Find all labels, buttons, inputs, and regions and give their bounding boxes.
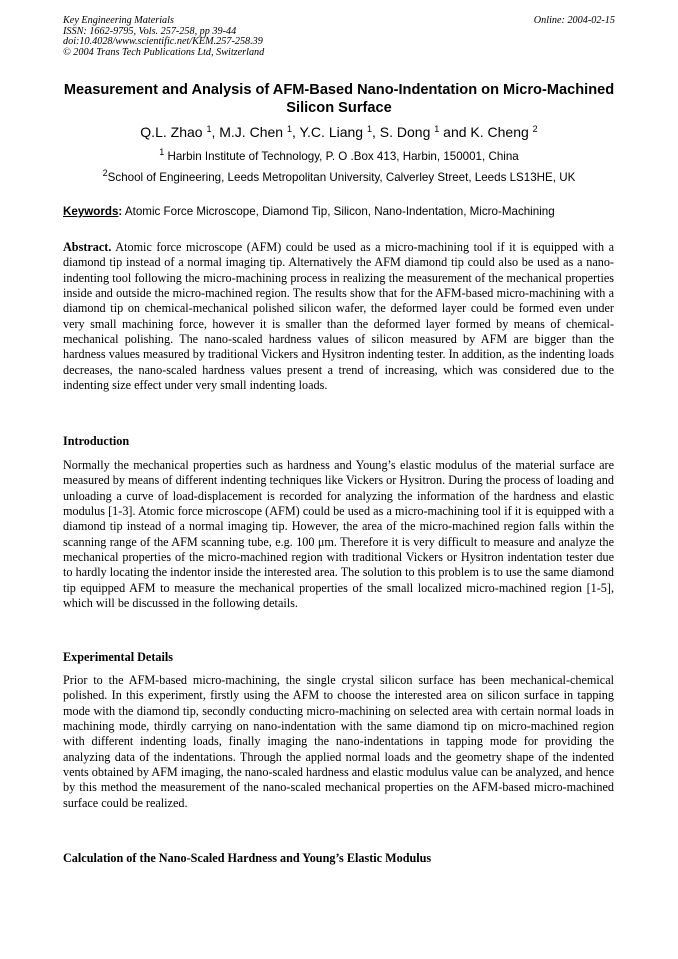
affiliation-number: 2 [102,168,108,178]
abstract-paragraph [63,240,614,393]
author [470,124,537,140]
issn-line: ISSN: 1662-9795, Vols. 257-258, pp 39-44 [63,25,237,37]
experimental-heading: Experimental Details [63,650,174,664]
keywords-colon: : [118,205,123,218]
keywords-text: Atomic Force Microscope, Diamond Tip, Silicon, Nano-Indentation, Micro-Machining [124,205,555,218]
affiliation-number: 1 [159,147,165,157]
keywords-line [63,205,623,219]
author-separator: , [371,124,380,140]
paper-title: Measurement and Analysis of AFM-Based Nano-Indentation on Micro-Machined Silicon Surface [63,82,615,116]
author [380,124,471,140]
introduction-paragraph: Normally the mechanical properties such as hardness and Young’s elastic modulus of the material surface are measured by means of different indenting techniques like Vickers or Hysitron. During the process of loading and unloading a curve of load-displacement is recorded for analyzing the information of the hardness and elastic modulus [1-3]. Atomic force microscope (AFM) could be used as a micro-machining tool if it is equipped with a diamond tip instead of a normal imaging tip. However, the area of the micro-machined region falls within the scanning range of the AFM scanning tube, e.g. 100 μm. Therefore it is very difficult to measure and analyze the mechanical properties of the micro-machined region with traditional Vickers or Hysitron indentation tester due to hardly locating the indentor inside the interested area. The solution to this problem is to use the same diamond tip equipped AFM to measure the mechanical properties of the small localized micro-machined region [1-5], which will be discussed in the following details. [63,458,614,611]
author-separator: , [291,124,300,140]
author [219,124,299,140]
author-affiliation-mark: 1 [206,124,212,134]
online-date: Online: 2004-02-15 [533,15,615,26]
keywords-label: Keywords [63,205,119,218]
author-affiliation-mark: 1 [286,124,292,134]
abstract-label: Abstract. [63,240,112,254]
author-affiliation-mark: 1 [366,124,372,134]
author-name: K. Cheng [470,124,529,140]
author-separator: and [439,124,471,140]
introduction-heading: Introduction [63,434,130,448]
affiliation-2 [63,168,615,185]
calculation-heading: Calculation of the Nano-Scaled Hardness and Young’s Elastic Modulus [63,851,432,865]
journal-name: Key Engineering Materials [63,15,174,26]
affiliation-text: School of Engineering, Leeds Metropolitan University, Calverley Street, Leeds LS13HE, UK [107,171,576,184]
author [300,124,380,140]
author-name: M.J. Chen [219,124,284,140]
author [140,124,219,140]
affiliation-1 [63,147,615,164]
copyright-line: © 2004 Trans Tech Publications Ltd, Switzerland [63,46,265,58]
journal-header [63,16,615,58]
author-name: S. Dong [379,124,431,140]
abstract-text: Atomic force microscope (AFM) could be used as a micro-machining tool if it is equipped with a diamond tip instead of a normal imaging tip. Alternatively the AFM diamond tip could also be used as a nano-indenting tool following the micro-machining process in realizing the measurement of the mechanical properties inside and outside the micro-machined region. The results show that for the AFM-based micro-machining with a diamond tip on chemical-mechanical polished silicon wafer, the deformed layer could be formed even under very small machining force, however it is smaller than the deformed layer formed by means of chemical-mechanical polishing. The nano-scaled hardness values of silicon measured by AFM are bigger than the hardness values measured by traditional Vickers and Hysitron indenting tester. In addition, as the indenting loads decreases, the nano-scaled hardness values present a trend of increasing, which was considered due to the indenting size effect under very small indenting loads. [63,240,615,393]
author-name: Y.C. Liang [299,124,364,140]
author-separator: , [211,124,220,140]
author-name: Q.L. Zhao [140,124,203,140]
affiliation-text: Harbin Institute of Technology, P. O .Box 413, Harbin, 150001, China [167,150,519,163]
doi-line: doi:10.4028/www.scientific.net/KEM.257-258.39 [63,36,263,48]
author-affiliation-mark: 1 [434,124,440,134]
author-list [63,124,615,141]
experimental-paragraph: Prior to the AFM-based micro-machining, the single crystal silicon surface has been mechanical-chemical polished. In this experiment, firstly using the AFM to choose the interested area on silicon surface in tapping mode with the diamond tip, secondly conducting micro-machining on selected area with certain normal loads in machining mode, thirdly carrying on nano-indentation with the same diamond tip on micro-machined region with different indenting loads, finally imaging the nano-indentations in tapping mode for providing the analyzing data of the indentations. Through the applied normal loads and the geometry shape of the indented vents obtained by AFM imaging, the nano-scaled hardness and elastic modulus value can be analyzed, and hence by this method the measurement of the nano-scaled mechanical properties on the AFM-based micro-machined surface could be realized. [63,673,614,810]
author-affiliation-mark: 2 [532,124,538,134]
